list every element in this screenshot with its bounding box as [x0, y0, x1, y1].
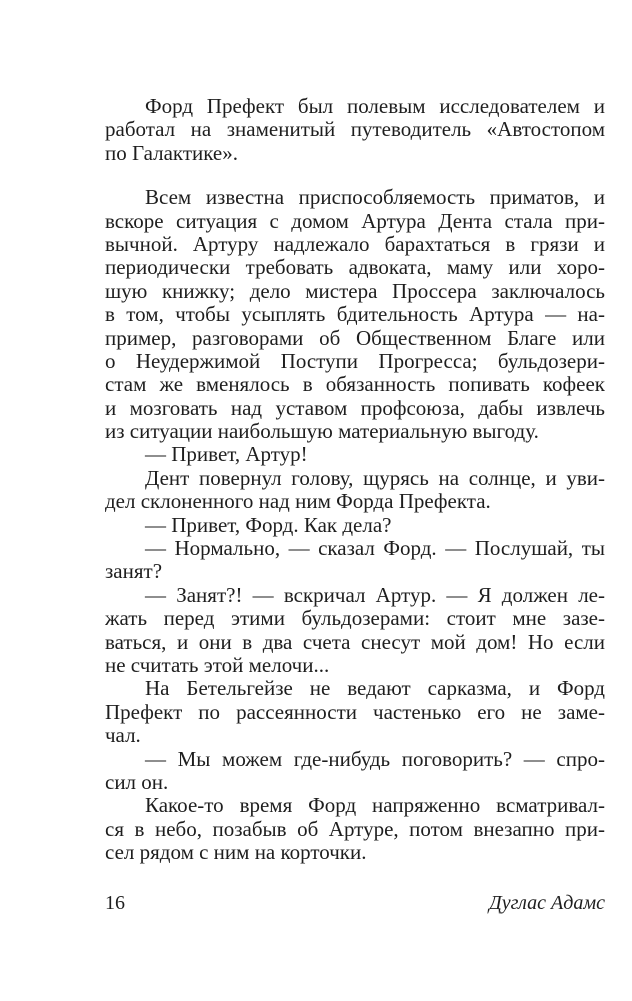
text-line: На Бетельгейзе не ведают сарказма, и Форд	[145, 677, 605, 701]
text-line: шую книжку; дело мистера Проссера заключалось	[105, 279, 605, 303]
text-line: занят?	[105, 560, 163, 584]
text-line: — Привет, Форд. Как дела?	[145, 513, 392, 537]
paragraph	[105, 467, 605, 514]
text-line: — Нормально, — сказал Форд. — Послушай, ты	[145, 537, 605, 561]
text-line: — Занят?! — вскричал Артур. — Я должен ле-	[145, 583, 605, 607]
text-line: вскоре ситуация с домом Артура Дента стала при-	[105, 209, 605, 233]
text-line: периодически требовать адвоката, маму или хоро-	[105, 256, 605, 280]
text-line: работал на знаменитый путеводитель «Автостопом	[105, 118, 605, 142]
paragraph	[105, 514, 605, 537]
text-line: ся в небо, позабыв об Артуре, потом внезапно при-	[105, 817, 605, 841]
text-line: и мозговать над уставом профсоюза, дабы извлечь	[105, 396, 605, 420]
running-footer-author: Дуглас Адамс	[489, 892, 605, 914]
paragraph	[105, 794, 605, 864]
page-body	[105, 95, 605, 865]
text-line: дел склоненного над ним Форда Префекта.	[105, 490, 491, 514]
paragraph	[105, 186, 605, 443]
text-line: по Галактике».	[105, 141, 239, 165]
page-footer	[105, 890, 605, 916]
text-line: стам же вменялось в обязанность попивать кофеек	[105, 373, 605, 397]
text-line: жать перед этими бульдозерами: стоит мне зазе-	[105, 607, 605, 631]
text-line: ваться, и они в два счета снесут мой дом! Но если	[105, 630, 605, 654]
text-line: из ситуации наибольшую материальную выгоду.	[105, 420, 539, 444]
text-line: сел рядом с ним на корточки.	[105, 841, 367, 865]
page-number: 16	[105, 892, 125, 914]
text-line: Форд Префект был полевым исследователем и	[145, 95, 605, 118]
paragraph	[105, 748, 605, 795]
text-line: пример, разговорами об Общественном Благе или	[105, 326, 605, 350]
paragraph	[105, 443, 605, 466]
text-line: не считать этой мелочи...	[105, 653, 330, 677]
text-line: Дент повернул голову, щурясь на солнце, и уви-	[145, 466, 605, 490]
text-line: — Мы можем где-нибудь поговорить? — спро-	[145, 747, 605, 771]
text-line: вычной. Артуру надлежало барахтаться в грязи и	[105, 232, 605, 256]
text-line: в том, чтобы усыплять бдительность Артура — на-	[105, 303, 605, 327]
text-line: Какое-то время Форд напряженно всматривал-	[145, 794, 605, 818]
text-line: Префект по рассеянности частенько его не заме-	[105, 700, 605, 724]
text-line: чал.	[105, 724, 141, 748]
text-line: о Неудержимой Поступи Прогресса; бульдозери-	[105, 349, 605, 373]
paragraph	[105, 584, 605, 678]
text-line: — Привет, Артур!	[145, 443, 308, 467]
paragraph	[105, 677, 605, 747]
text-line: Всем известна приспособляемость приматов, и	[145, 186, 605, 210]
text-line: сил он.	[105, 770, 169, 794]
paragraph	[105, 537, 605, 584]
paragraph	[105, 95, 605, 165]
